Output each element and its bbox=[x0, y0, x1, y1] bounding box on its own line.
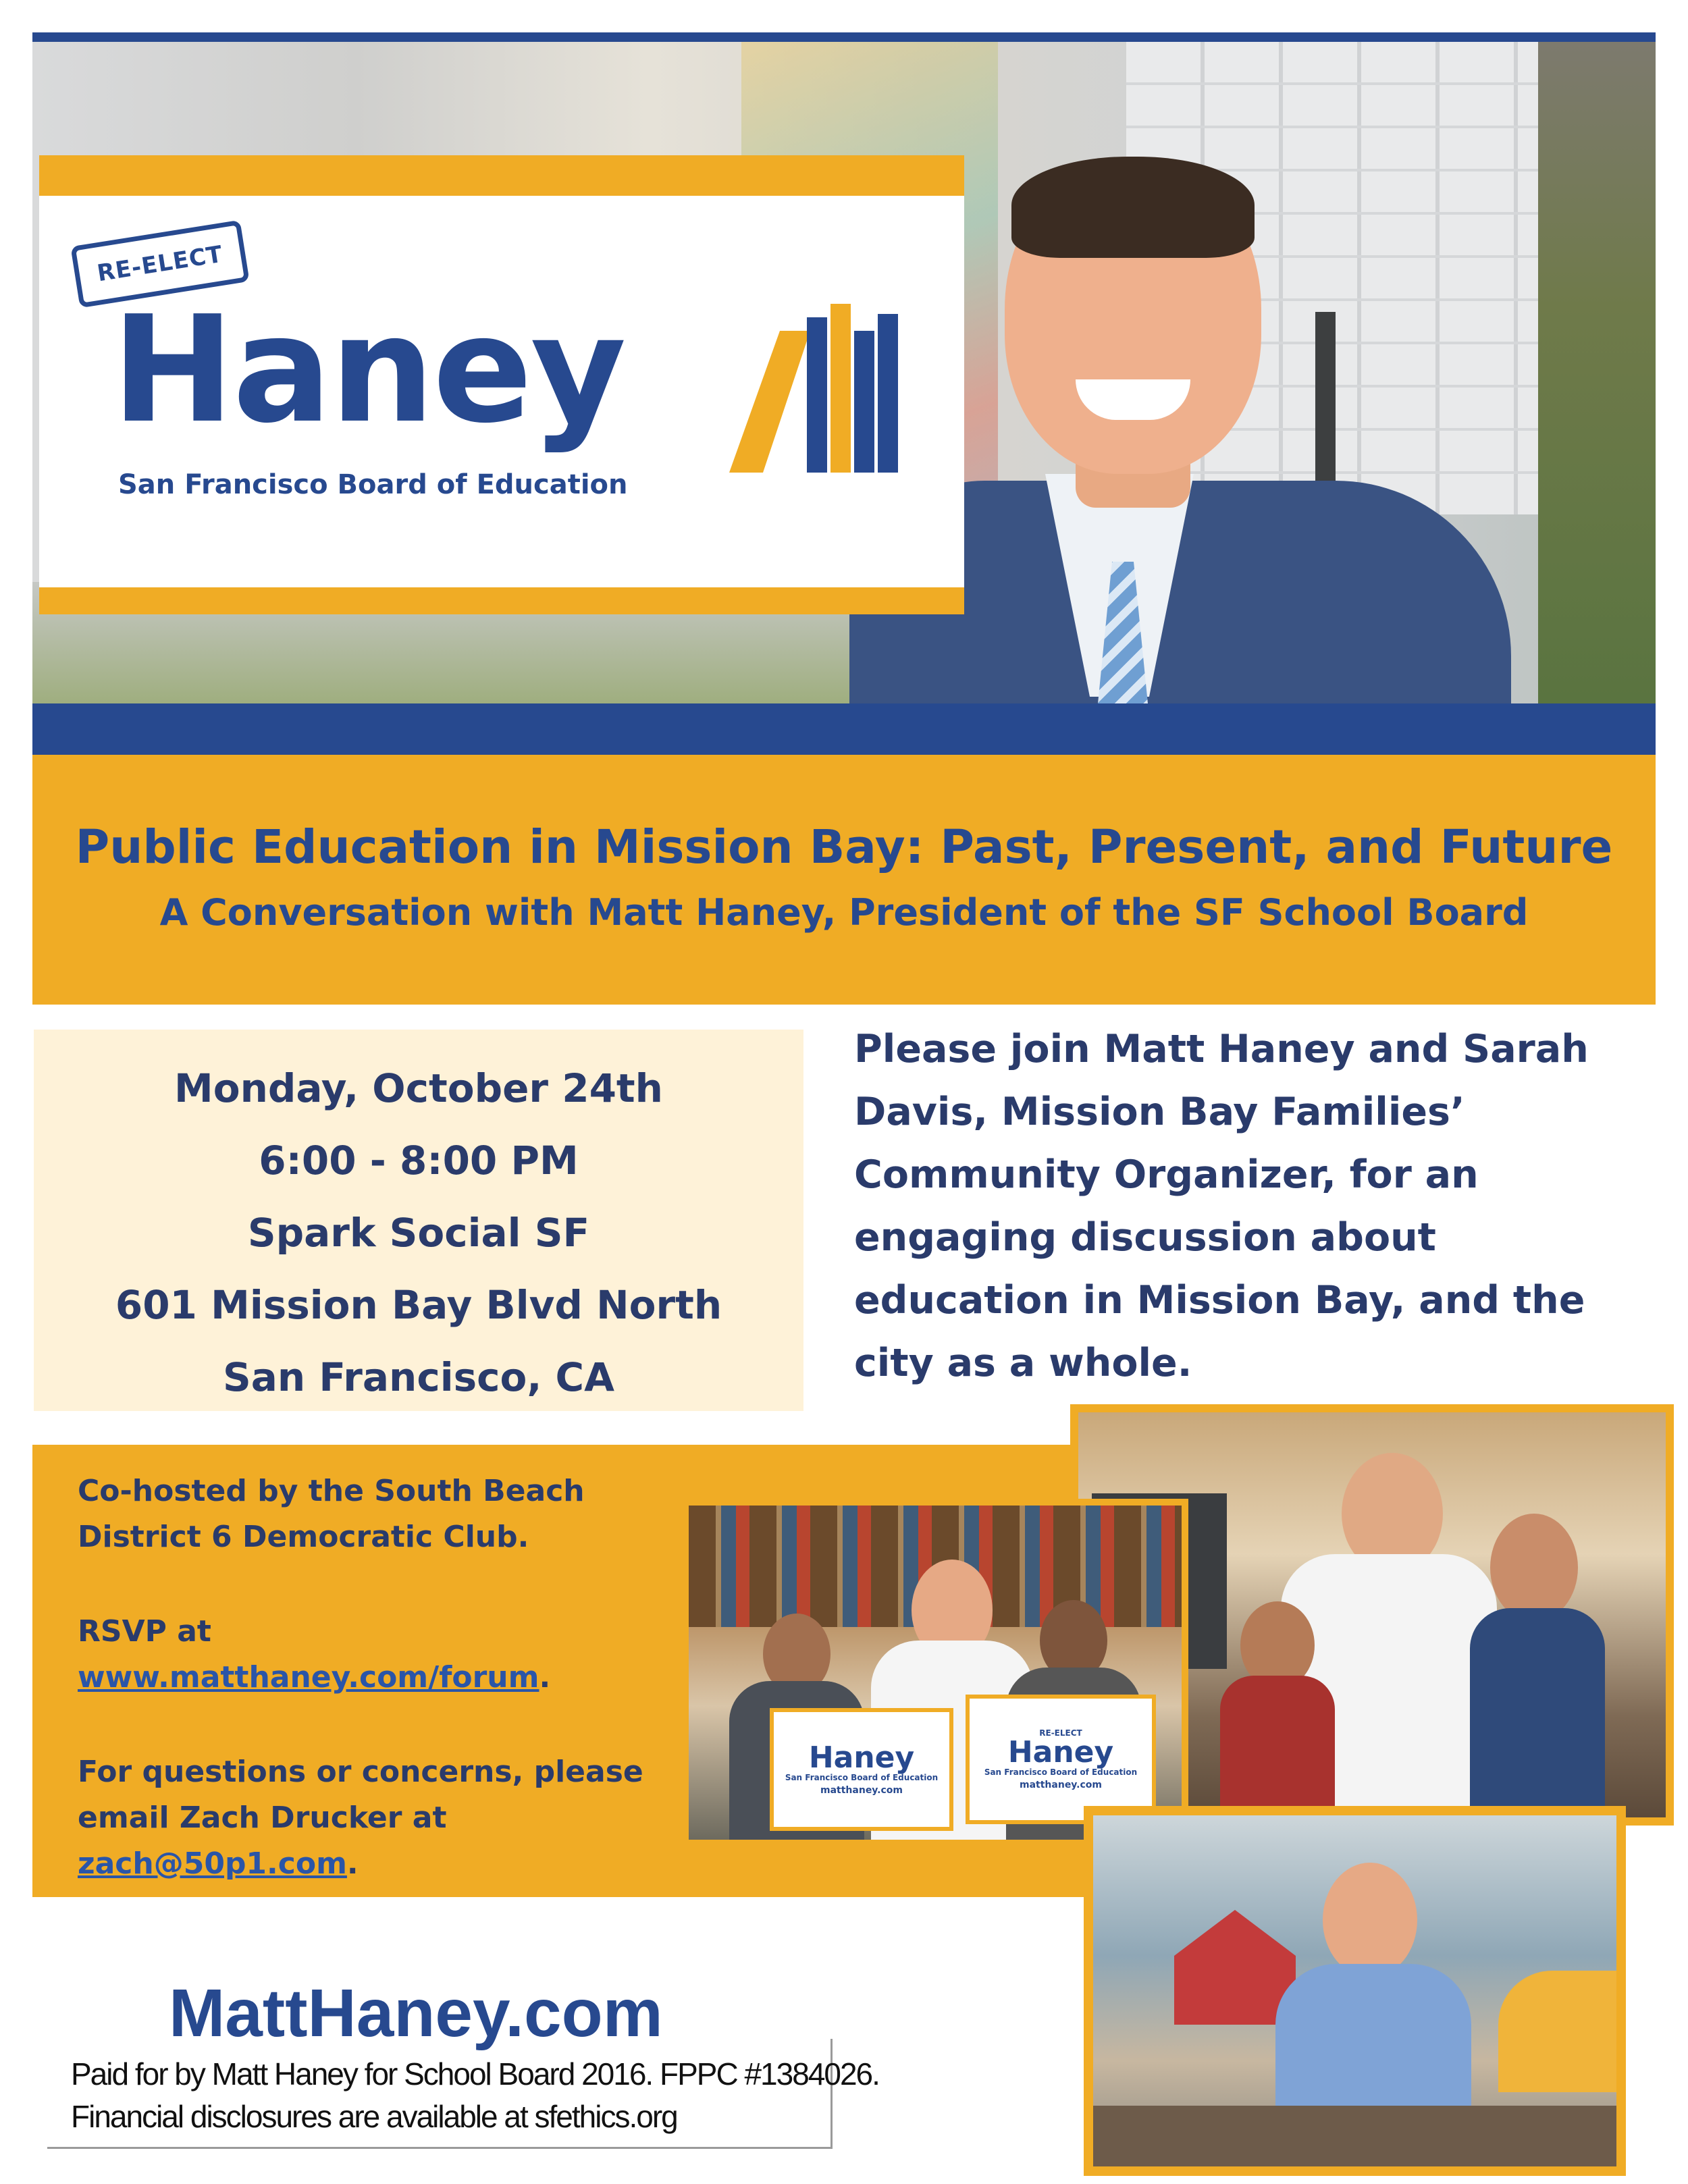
rsvp-label: RSVP at bbox=[78, 1614, 211, 1649]
candidate-shirt bbox=[1275, 1964, 1471, 2126]
campaign-sign bbox=[770, 1708, 953, 1831]
sign-name: Haney bbox=[808, 1740, 915, 1775]
playground-photo bbox=[1084, 1806, 1626, 2176]
candidate-head bbox=[1323, 1863, 1417, 1977]
logo-subtitle: San Francisco Board of Education bbox=[118, 469, 628, 500]
title-band bbox=[32, 755, 1656, 1005]
sign-subtitle: San Francisco Board of Education bbox=[984, 1767, 1138, 1777]
child-dress bbox=[1470, 1608, 1605, 1817]
sign-badge: RE-ELECT bbox=[1039, 1728, 1082, 1738]
slide bbox=[1498, 1971, 1616, 2092]
questions-line-1: For questions or concerns, please bbox=[78, 1755, 643, 1789]
candidate-hair bbox=[1011, 157, 1255, 258]
invitation-text bbox=[854, 1018, 1631, 1395]
invite-line: Please join Matt Haney and Sarah bbox=[854, 1027, 1589, 1071]
bench bbox=[1093, 2106, 1616, 2166]
event-date: Monday, October 24th bbox=[174, 1065, 663, 1111]
email-link[interactable]: zach@50p1.com bbox=[78, 1846, 347, 1881]
logo-band-top bbox=[39, 155, 964, 196]
sign-name: Haney bbox=[1007, 1735, 1114, 1769]
campaign-sign bbox=[966, 1695, 1156, 1824]
website-url[interactable]: MattHaney.com bbox=[169, 1975, 663, 2051]
email-period: . bbox=[346, 1846, 359, 1881]
invite-line: education in Mission Bay, and the bbox=[854, 1278, 1585, 1323]
event-venue: Spark Social SF bbox=[247, 1210, 590, 1256]
cohost-line-1: Co-hosted by the South Beach bbox=[78, 1474, 585, 1508]
re-elect-badge: RE-ELECT bbox=[70, 220, 249, 309]
rsvp-period: . bbox=[539, 1660, 551, 1695]
disclaimer-line-1: Paid for by Matt Haney for School Board 2016. FPPC #1384026. bbox=[71, 2056, 879, 2092]
child-shirt bbox=[1220, 1676, 1335, 1817]
invite-line: Community Organizer, for an bbox=[854, 1152, 1479, 1197]
library-photo bbox=[682, 1499, 1188, 1846]
rsvp-link[interactable]: www.matthaney.com/forum bbox=[78, 1660, 539, 1695]
cohost-line-2: District 6 Democratic Club. bbox=[78, 1520, 529, 1554]
event-address: 601 Mission Bay Blvd North bbox=[115, 1282, 722, 1328]
invite-line: engaging discussion about bbox=[854, 1215, 1436, 1260]
disclaimer-line-2: Financial disclosures are available at sfethics.org bbox=[71, 2099, 677, 2134]
tree-background bbox=[1538, 42, 1656, 703]
logo-name: Haney bbox=[111, 285, 625, 456]
sign-subtitle: San Francisco Board of Education bbox=[785, 1773, 939, 1782]
top-accent-bar bbox=[32, 32, 1656, 42]
sign-url: matthaney.com bbox=[820, 1785, 903, 1796]
invite-line: city as a whole. bbox=[854, 1341, 1192, 1385]
event-title: Public Education in Mission Bay: Past, Present, and Future bbox=[75, 820, 1613, 874]
blue-divider-band bbox=[32, 703, 1656, 755]
books-icon bbox=[716, 304, 905, 473]
child-head bbox=[1490, 1514, 1578, 1622]
sign-url: matthaney.com bbox=[1020, 1780, 1102, 1790]
event-subtitle: A Conversation with Matt Haney, President of the SF School Board bbox=[159, 891, 1529, 934]
event-time: 6:00 - 8:00 PM bbox=[259, 1138, 579, 1183]
event-city: San Francisco, CA bbox=[222, 1354, 615, 1400]
invite-line: Davis, Mission Bay Families’ bbox=[854, 1090, 1465, 1134]
questions-line-2: email Zach Drucker at bbox=[78, 1801, 447, 1835]
rsvp-line bbox=[78, 1655, 685, 1701]
email-line bbox=[78, 1841, 685, 1887]
